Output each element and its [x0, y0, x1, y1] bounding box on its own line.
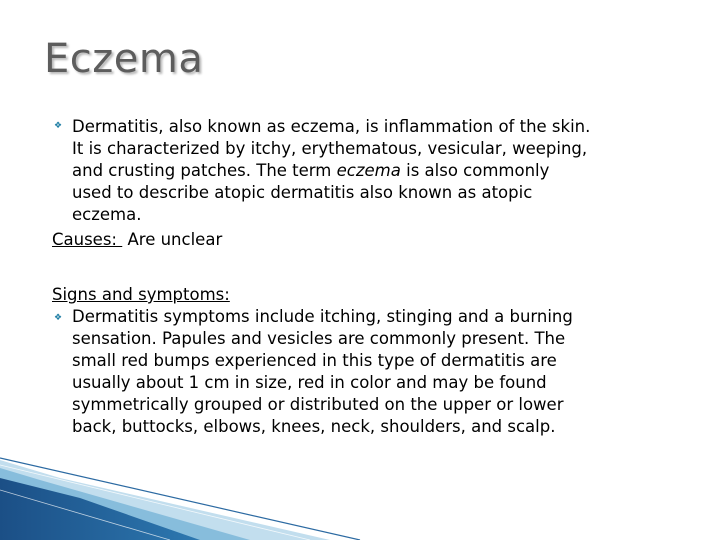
signs-heading: Signs and symptoms:	[52, 285, 230, 304]
causes-text: Are unclear	[127, 230, 223, 249]
definition-paragraph	[72, 116, 702, 226]
bullet-icon: ❖	[54, 313, 63, 323]
decorative-swoosh	[0, 440, 720, 540]
term-eczema: eczema	[290, 117, 355, 136]
causes-line	[52, 229, 222, 251]
para2-line: usually about 1 cm in size, red in color and may be found	[72, 373, 547, 392]
para1-line-5: eczema.	[72, 205, 142, 224]
term-dermatitis: Dermatitis	[72, 117, 159, 136]
para2-line: small red bumps experienced in this type of dermatitis are	[72, 351, 557, 370]
para1-line-1: Dermatitis, also known as eczema, is inflammation of the skin.	[72, 117, 591, 136]
para1-line-2: It is characterized by itchy, erythematous, vesicular, weeping,	[72, 139, 588, 158]
para2-line: sensation. Papules and vesicles are commonly present. The	[72, 329, 566, 348]
bullet-icon: ❖	[54, 121, 63, 131]
para2-line: symmetrically grouped or distributed on the upper or lower	[72, 395, 564, 414]
slide-title: Eczema	[44, 36, 204, 82]
para1-line-3: and crusting patches. The term eczema is also commonly	[72, 161, 550, 180]
para2-line: back, buttocks, elbows, knees, neck, shoulders, and scalp.	[72, 417, 556, 436]
term-eczema-italic: eczema	[336, 161, 401, 180]
causes-label: Causes:	[52, 230, 117, 249]
symptoms-paragraph	[72, 306, 702, 438]
para2-line: Dermatitis symptoms include itching, stinging and a burning	[72, 307, 573, 326]
para1-line-4: used to describe atopic dermatitis also known as atopic	[72, 183, 533, 202]
